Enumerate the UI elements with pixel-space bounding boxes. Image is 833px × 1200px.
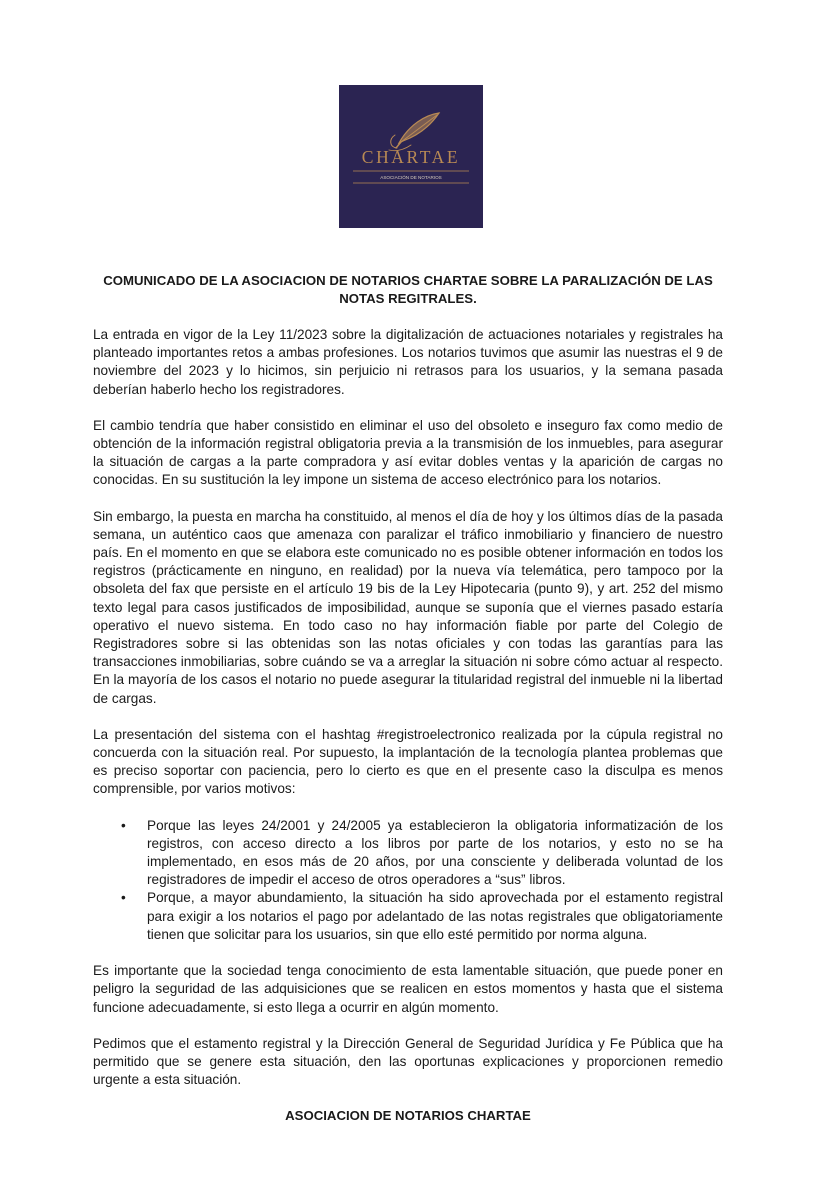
paragraph-5: Es importante que la sociedad tenga conocimiento de esta lamentable situación, que puede poner en peligro la seguridad de las adquisiciones que se realicen en estos momentos y hasta que el sistema funcione adecuadamente, si esto llega a ocurrir en algún momento.: [93, 963, 723, 1015]
list-item-text: Porque las leyes 24/2001 y 24/2005 ya establecieron la obligatoria informatización de los registros, con acceso directo a los libros por parte de los notarios, y esto no se ha implementado, en esos más de 20 años, por una consciente y deliberada voluntad de los registradores de impedir el acceso de otros operadores a “sus” libros.: [147, 817, 723, 888]
paragraph-2: El cambio tendría que haber consistido en eliminar el uso del obsoleto e inseguro fax como medio de obtención de la información registral obligatoria previa a la transmisión de los inmuebles, para asegurar la situación de cargas a la parte compradora y así evitar dobles ventas y la aparición de cargas no conocidas. En su sustitución la ley impone un sistema de acceso electrónico para los notarios.: [93, 417, 723, 488]
quill-pen-icon: [389, 113, 439, 151]
bullet-marker: •: [121, 817, 126, 833]
document-body: [93, 272, 723, 1125]
reasons-list: [93, 817, 723, 944]
paragraph-4: La presentación del sistema con el hashtag #registroelectronico realizada por la cúpula registral no concuerda con la situación real. Por supuesto, la implantación de la tecnología plantea problemas que es preciso soportar con paciencia, pero lo cierto es que en el presente caso la disculpa es menos comprensible, por varios motivos:: [93, 726, 723, 797]
chartae-logo: [339, 85, 483, 228]
list-item: [121, 817, 723, 890]
document-title: COMUNICADO DE LA ASOCIACION DE NOTARIOS CHARTAE SOBRE LA PARALIZACIÓN DE LAS NOTAS REGITRALES.: [103, 273, 713, 306]
bullet-marker: •: [121, 890, 126, 906]
paragraph-6: Pedimos que el estamento registral y la Dirección General de Seguridad Jurídica y Fe Pública que ha permitido que se genere esta situación, den las oportunas explicaciones y proporcionen remedio urgente a esta situación.: [93, 1035, 723, 1088]
paragraph-1: La entrada en vigor de la Ley 11/2023 sobre la digitalización de actuaciones notariales y registrales ha planteado importantes retos a ambas profesiones. Los notarios tuvimos que asumir las nuestras el 9 de noviembre del 2023 y lo hicimos, sin perjuicio ni retrasos para los usuarios, y la semana pasada deberían haberlo hecho los registradores.: [93, 327, 723, 397]
paragraph-3: Sin embargo, la puesta en marcha ha constituido, al menos el día de hoy y los últimos días de la pasada semana, un auténtico caos que amenaza con paralizar el tráfico inmobiliario y financiero de nuestro país. En el momento en que se elabora este comunicado no es posible obtener información en todos los registros (prácticamente en ninguno, en realidad) por la nueva vía telemática, pero tampoco por la obsoleta del fax que persiste en el artículo 19 bis de la Ley Hipotecaria (punto 9), y art. 252 del mismo texto legal para casos justificados de imposibilidad, aunque se suponía que el viernes pasado estaría operativo el nuevo sistema. En todo caso no hay información fiable por parte del Colegio de Registradores sobre si las obtenidas son las notas oficiales y con todas las garantías para las transacciones inmobiliarias, sobre cuándo se va a arreglar la situación ni sobre cómo actuar al respecto. En la mayoría de los casos el notario no puede asegurar la titularidad registral del inmueble ni la libertad de cargas.: [93, 508, 723, 706]
logo-name: CHARTAE: [361, 147, 461, 167]
signature: ASOCIACION DE NOTARIOS CHARTAE: [285, 1108, 531, 1124]
list-item: [121, 889, 723, 944]
list-item-text: Porque, a mayor abundamiento, la situación ha sido aprovechada por el estamento registral para exigir a los notarios el pago por adelantado de las notas registrales que obligatoriamente tienen que solicitar para los usuarios, sin que ello esté permitido por norma alguna.: [147, 890, 723, 942]
logo-artwork: [339, 85, 483, 228]
logo-tagline: ASOCIACIÓN DE NOTARIOS: [380, 175, 442, 180]
